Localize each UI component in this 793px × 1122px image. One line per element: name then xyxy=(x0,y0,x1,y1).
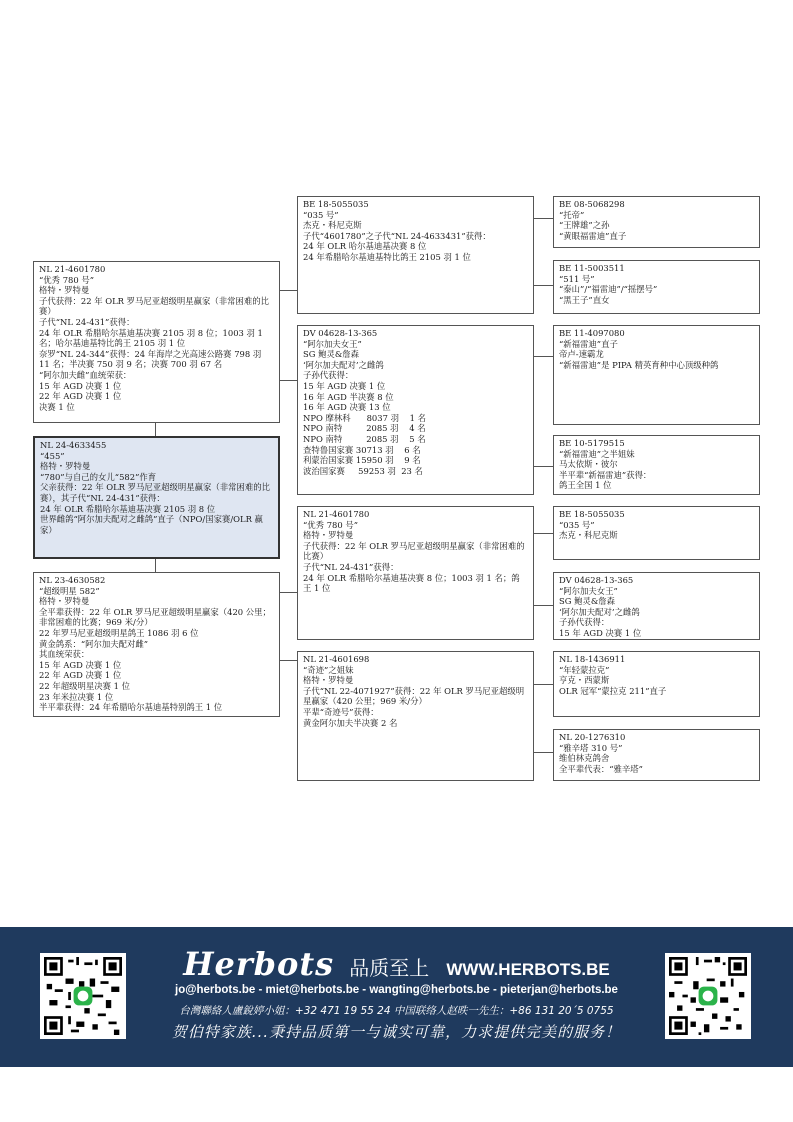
pedigree-text-line: OLR 冠军“蒙拉克 211”直子 xyxy=(559,685,667,696)
email-contacts[interactable]: jo@herbots.be - miet@herbots.be - wangting@herbots.be - pieterjan@herbots.be xyxy=(175,984,618,996)
pedigree-text-line: 全平辈获得：22 年 OLR 罗马尼亚超级明星赢家（420 公里；非常困难的比赛；969 米/分） xyxy=(39,606,271,628)
phone-contacts: 台灣聯絡人盧銳婷小姐：+32 471 19 55 24 中国联络人赵昳一先生：+86 131 20´5 0755 xyxy=(179,1005,614,1017)
pedigree-text-line: “优秀 780 号” xyxy=(303,519,358,530)
pedigree-text-line: “王牌雄”之孙 xyxy=(559,220,610,231)
connector-dd-sire xyxy=(534,684,553,685)
pedigree-text-line: 子代“4601780”之子代“NL 24-4633431”获得： xyxy=(303,230,491,241)
connector-ss-sire xyxy=(534,218,553,219)
ring-number: BE 18-5055035 xyxy=(559,509,625,519)
connector-subject-dam xyxy=(155,559,156,572)
pedigree-text-line: “托帝” xyxy=(559,209,585,220)
pedigree-text-line: “新福雷迪”直子 xyxy=(559,338,618,349)
ring-number: NL 18-1436911 xyxy=(559,654,626,664)
pedigree-text-line: 全平辈代表：“雅辛塔” xyxy=(559,763,643,774)
subject-card xyxy=(33,436,280,559)
connector-dam-damsire xyxy=(280,592,297,593)
pedigree-text-line: 黄金阿尔加夫半决赛 2 名 xyxy=(303,717,398,728)
motto: 贺伯特家族...秉持品质第一与诚实可靠，力求提供完美的服务！ xyxy=(171,1023,622,1041)
pedigree-text-line: 子代“NL 24-431”获得： xyxy=(39,316,135,327)
pedigree-text-line: 杰克・科尼克斯 xyxy=(303,220,362,231)
pedigree-text-line: “阿尔加夫女王” xyxy=(303,338,362,349)
dam-card xyxy=(33,572,280,717)
pedigree-text-line: 奈罗“NL 24-344”获得：24 年海岸之光高速公路赛 798 羽 11 名；半决赛 750 羽 9 名；决赛 700 羽 67 名 xyxy=(39,348,264,370)
brand-slogan: 品质至上 xyxy=(349,956,430,980)
pedigree-text-line: “新福雷迪”之半姐妹 xyxy=(559,448,635,459)
pedigree-text-line: 子代获得：22 年 OLR 罗马尼亚超级明星赢家（非常困难的比赛） xyxy=(303,540,525,562)
pedigree-text-line: “新福雷迪”是 PIPA 精英育种中心顶级种鸽 xyxy=(559,359,719,370)
pedigree-text-line: 格特・罗特曼 xyxy=(39,285,90,296)
pedigree-text-line: 15 年 AGD 决赛 1 位 xyxy=(303,380,386,391)
dd-sire-card xyxy=(553,651,760,717)
ring-number: BE 18-5055035 xyxy=(303,199,369,209)
connector-ds-dam xyxy=(534,605,553,606)
sd-dam-card xyxy=(553,435,760,495)
dd-dam-card xyxy=(553,729,760,781)
pedigree-text-line: “511 号” xyxy=(559,273,595,284)
ring-number: BE 10-5179515 xyxy=(559,438,625,448)
pedigree-text-line: 24 年希腊哈尔基迪基特比鸽王 2105 羽 1 位 xyxy=(303,251,471,262)
sire-card xyxy=(33,261,280,423)
pedigree-text-line: “780”与自己的女儿“582”作育 xyxy=(40,471,157,482)
pedigree-text-line: 15 年 AGD 决赛 1 位 xyxy=(39,380,122,391)
pedigree-text-line: NPO 摩林科 8037 羽 1 名 xyxy=(303,412,426,423)
pedigree-text-line: 24 年 OLR 希腊哈尔基迪基决赛 2105 羽 8 位 xyxy=(40,503,216,514)
sire-dam-card xyxy=(297,325,534,495)
ring-number: DV 04628-13-365 xyxy=(559,575,634,585)
sd-sire-card xyxy=(553,325,760,425)
pedigree-text-line: 杰克・科尼克斯 xyxy=(559,530,618,541)
pedigree-text-line: “优秀 780 号” xyxy=(39,274,94,285)
pedigree-text-line: 24 年 OLR 哈尔基迪基决赛 8 位 xyxy=(303,241,427,252)
pedigree-text-line: 子代获得：22 年 OLR 罗马尼亚超级明星赢家（非常困难的比赛） xyxy=(39,295,269,317)
ring-number: NL 21-4601780 xyxy=(39,264,106,274)
pedigree-text-line: “雅辛塔 310 号” xyxy=(559,742,623,753)
pedigree-text-line: 世界雌鸽“阿尔加夫配对之雌鸽”直子（NPO/国家赛/OLR 赢家） xyxy=(40,514,263,535)
ss-dam-card xyxy=(553,260,760,314)
connector-ds-sire xyxy=(534,533,553,534)
footer-banner xyxy=(0,927,793,1067)
ring-number: BE 11-4097080 xyxy=(559,328,625,338)
pedigree-text-line: 15 年 AGD 决赛 1 位 xyxy=(559,627,642,638)
connector-sire-siresire xyxy=(280,290,297,291)
pedigree-text-line: 其血统荣获： xyxy=(39,649,90,660)
pedigree-text-line: 子代“NL 24-431”获得： xyxy=(303,561,399,572)
pedigree-text-line: 格特・罗特曼 xyxy=(303,675,354,686)
ring-number: NL 21-4601780 xyxy=(303,509,370,519)
ring-number: NL 20-1276310 xyxy=(559,732,626,742)
connector-sire-subject xyxy=(155,423,156,436)
pedigree-text-line: ‘阿尔加夫配对’之雌鸽 xyxy=(303,359,384,370)
pedigree-text-line: 格特・罗特曼 xyxy=(40,461,91,472)
pedigree-text-line: 15 年 AGD 决赛 1 位 xyxy=(39,659,122,670)
pedigree-text-line: 23 年米拉决赛 1 位 xyxy=(39,691,114,702)
pedigree-text-line: “泰山”/“福雷迪”/“摇摆号” xyxy=(559,284,658,295)
pedigree-text-line: 决赛 1 位 xyxy=(39,401,75,412)
pedigree-text-line: 维伯林克鸽舍 xyxy=(559,753,610,764)
qr-code-icon xyxy=(669,957,747,1035)
connector-dd-dam xyxy=(534,752,553,753)
qr-code-right[interactable] xyxy=(665,953,751,1039)
connector-sd-dam xyxy=(534,466,553,467)
pedigree-text-line: 帝卢-速霸龙 xyxy=(559,349,604,360)
pedigree-text-line: SG 鲍灵&詹森 xyxy=(303,349,360,360)
pedigree-text-line: “455” xyxy=(40,450,65,461)
pedigree-text-line: 利蒙治国家赛 15950 羽 9 名 xyxy=(303,455,421,466)
pedigree-text-line: 马太依斯・彼尔 xyxy=(559,459,618,470)
ring-number: BE 08-5068298 xyxy=(559,199,625,209)
pedigree-text-line: “阿尔加夫女王” xyxy=(559,585,618,596)
pedigree-text-line: 鸽王全国 1 位 xyxy=(559,480,612,491)
pedigree-text-line: “年轻蒙拉克” xyxy=(559,664,610,675)
ds-sire-card xyxy=(553,506,760,560)
pedigree-text-line: 亨克・西蒙斯 xyxy=(559,675,610,686)
pedigree-text-line: “黄眼福雷迪”直子 xyxy=(559,230,627,241)
brand-logo: Herbots xyxy=(183,945,335,983)
pedigree-text-line: “035 号” xyxy=(559,519,595,530)
pedigree-text-line: 24 年 OLR 希腊哈尔基迪基决赛 8 位；1003 羽 1 名；鸽王 1 位 xyxy=(303,572,520,594)
pedigree-text-line: 子孙代获得： xyxy=(303,370,354,381)
pedigree-text-line: 父亲获得：22 年 OLR 罗马尼亚超级明星赢家（非常困难的比赛），其子代“NL 24-431”获得： xyxy=(40,482,270,503)
pedigree-text-line: “奇迹”之姐妹 xyxy=(303,664,354,675)
pedigree-text-line: 22 年罗马尼亚超级明星鸽王 1086 羽 6 位 xyxy=(39,627,199,638)
ring-number: NL 21-4601698 xyxy=(303,654,370,664)
pedigree-text-line: “阿尔加夫雌”血统荣获： xyxy=(39,369,132,380)
pedigree-text-line: 平辈“奇迹号”获得： xyxy=(303,706,379,717)
pedigree-text-line: 半平辈“新福雷迪”获得： xyxy=(559,469,652,480)
pedigree-text-line: 24 年 OLR 希腊哈尔基迪基决赛 2105 羽 8 位；1003 羽 1 名；哈尔基迪基特比鸽王 2105 羽 1 位 xyxy=(39,327,266,349)
ss-sire-card xyxy=(553,196,760,248)
pedigree-text-line: 22 年 AGD 决赛 1 位 xyxy=(39,670,122,681)
pedigree-text-line: 格特・罗特曼 xyxy=(39,596,90,607)
connector-sd-sire xyxy=(534,356,553,357)
pedigree-text-line: NPO 南特 2085 羽 4 名 xyxy=(303,423,426,434)
website-link[interactable]: WWW.HERBOTS.BE xyxy=(446,960,610,979)
pedigree-text-line: 22 年 AGD 决赛 1 位 xyxy=(39,391,122,402)
sire-sire-card xyxy=(297,196,534,314)
ring-number: DV 04628-13-365 xyxy=(303,328,378,338)
pedigree-text-line: 子代“NL 22-4071927”获得：22 年 OLR 罗马尼亚超级明星赢家（420 公里；969 米/分） xyxy=(303,685,525,707)
pedigree-text-line: “035 号” xyxy=(303,209,339,220)
pedigree-text-line: 16 年 AGD 决赛 13 位 xyxy=(303,402,391,413)
pedigree-text-line: 查特鲁国家赛 30713 羽 6 名 xyxy=(303,444,421,455)
dam-sire-card xyxy=(297,506,534,640)
ds-dam-card xyxy=(553,572,760,640)
pedigree-text-line: NPO 南特 2085 羽 5 名 xyxy=(303,433,426,444)
connector-sire-siredam xyxy=(280,380,297,381)
pedigree-text-line: 22 年超级明星决赛 1 位 xyxy=(39,680,130,691)
pedigree-text-line: “黑王子”直女 xyxy=(559,294,610,305)
pedigree-text-line: ‘阿尔加夫配对’之雌鸽 xyxy=(559,606,640,617)
pedigree-text-line: 子孙代获得： xyxy=(559,617,610,628)
ring-number: NL 24-4633455 xyxy=(40,440,107,450)
connector-ss-dam xyxy=(534,285,553,286)
connector-dam-damdam xyxy=(280,660,297,661)
dam-dam-card xyxy=(297,651,534,781)
pedigree-text-line: 黄金鸽系：“阿尔加夫配对雌” xyxy=(39,638,149,649)
pedigree-text-line: 波治国家赛 59253 羽 23 名 xyxy=(303,465,423,476)
pedigree-text-line: 16 年 AGD 半决赛 8 位 xyxy=(303,391,394,402)
pedigree-text-line: 格特・罗特曼 xyxy=(303,530,354,541)
ring-number: NL 23-4630582 xyxy=(39,575,106,585)
pedigree-text-line: SG 鲍灵&詹森 xyxy=(559,596,616,607)
pedigree-text-line: 半平辈获得：24 年希腊哈尔基迪基特别鸽王 1 位 xyxy=(39,702,223,713)
pedigree-text-line: “超级明星 582” xyxy=(39,585,100,596)
ring-number: BE 11-5003511 xyxy=(559,263,625,273)
